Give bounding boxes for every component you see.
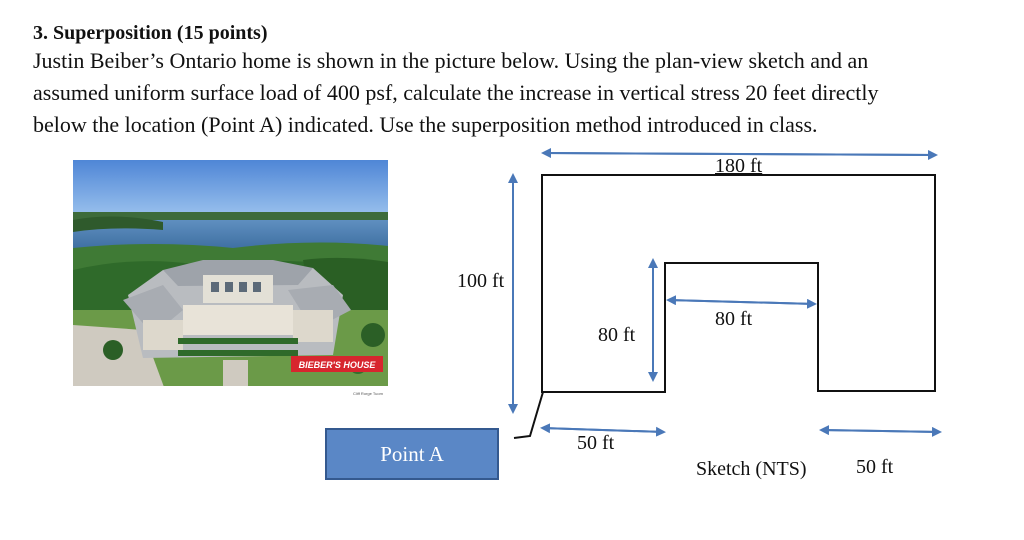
dim-label-bottom-left: 50 ft (577, 432, 615, 454)
problem-text-line: below the location (Point A) indicated. Use the superposition method introduced in class. (33, 112, 818, 137)
sketch-label: Sketch (NTS) (696, 458, 807, 480)
photo-credit: Cliff Rorge Tuom (353, 391, 383, 396)
dim-label-left: 100 ft (457, 270, 505, 292)
dim-arrow-bottom-right (821, 430, 940, 432)
point-a-box: Point A (325, 428, 499, 480)
problem-title: 3. Superposition (15 points) (33, 22, 268, 44)
dim-label-top: 180 ft (715, 155, 763, 177)
point-a-leader (514, 392, 543, 438)
photo-banner: BIEBER'S HOUSE (298, 360, 376, 370)
dim-label-inner-depth: 80 ft (598, 324, 636, 346)
dim-label-inner-width: 80 ft (715, 308, 753, 330)
dim-arrow-inner-width (668, 300, 815, 304)
dim-label-bottom-right: 50 ft (856, 456, 894, 478)
building-outline (542, 175, 935, 392)
problem-text-line: assumed uniform surface load of 400 psf, calculate the increase in vertical stress 20 feet directly (33, 80, 879, 105)
problem-text-line: Justin Beiber’s Ontario home is shown in the picture below. Using the plan-view sketch and an (33, 48, 869, 73)
